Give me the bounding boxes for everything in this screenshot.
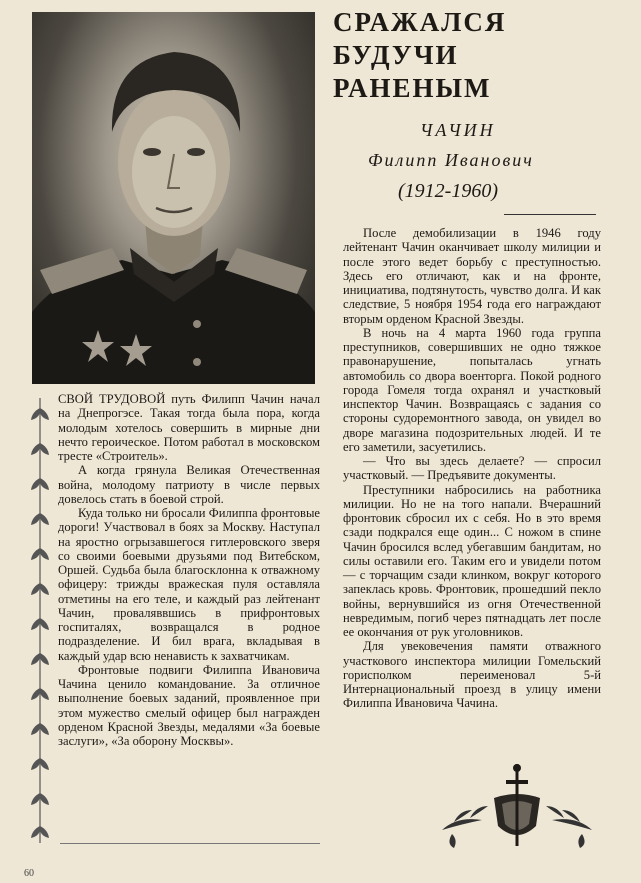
laurel-border-ornament xyxy=(30,398,50,843)
paragraph: — Что вы здесь делаете? — спросил участковый. — Предъявите документы. xyxy=(343,454,601,483)
footer-divider xyxy=(60,843,320,844)
hero-years: (1912-1960) xyxy=(398,180,498,202)
paragraph: В ночь на 4 марта 1960 года группа преступников, совершивших не одно тяжкое правонарушение, попыталась угнать автомобиль со двора военторга. Покой родного города Гомеля тогда охранял и участковый инспектор Чачин. Возвращаясь с задания со стороны судоремонтного завода, он увидел во дворе магазина подозрительных людей. И те его заметили, засуетились. xyxy=(343,325,601,454)
header-divider xyxy=(504,214,596,215)
hero-name: Филипп Иванович xyxy=(368,150,534,170)
title-line: СРАЖАЛСЯ xyxy=(333,7,507,37)
paragraph: А когда грянула Великая Отечественная война, молодому патриоту в числе первых довелось стать в боевой строй. xyxy=(58,463,320,506)
portrait-photo xyxy=(32,12,315,384)
paragraph: Преступники набросились на работника милиции. Но не на того напали. Вчерашний фронтовик сбросил их с себя. Но в это время сзади подкрался еще один... С ножом в спине Чачин бросился вслед убегавшим бандитам, но силы оставили его. Таким его и увидели потом — с торчащим сзади клинком, вокруг которого запеклась кровь. Фронтовик, прошедший пекло войны, вернувшийся из огня Отечественной невредимым, погиб через пятнадцать лет после ее окончания от рук уголовников. xyxy=(343,482,601,639)
portrait-illustration xyxy=(32,12,315,384)
right-text-column xyxy=(343,226,601,711)
page-number: 60 xyxy=(24,868,34,879)
paragraph: Для увековечения памяти отважного участкового инспектора милиции Гомельский горисполком переименовал 5-й Интернациональный проезд в улицу имени Филиппа Ивановича Чачина. xyxy=(343,639,601,711)
paragraph: Фронтовые подвиги Филиппа Ивановича Чачина ценило командование. За отличное выполнение боевых заданий, проявленное при этом мужество смелый офицер был награжден орденом Красной Звезды, медалями «За боевые заслуги», «За оборону Москвы». xyxy=(58,662,320,748)
paragraph: После демобилизации в 1946 году лейтенант Чачин оканчивает школу милиции и после этого ведет борьбу с преступностью. Здесь его отличают, как и на фронте, инициатива, подтянутость, чувство долга. И как следствие, 5 ноября 1954 года его награждают вторым орденом Красной Звезды. xyxy=(343,226,601,326)
title-line: БУДУЧИ xyxy=(333,40,459,70)
paragraph: СВОЙ ТРУДОВОЙ путь Филипп Чачин начал на Днепрогэсе. Такая тогда была пора, когда молодым хотелось совершить в мирные дни нечто героическое. Потом работал в московском тресте «Строитель». xyxy=(58,392,320,463)
article-title xyxy=(333,6,633,105)
left-text-column xyxy=(58,392,320,748)
paragraph: Куда только ни бросали Филиппа фронтовые дороги! Участвовал в боях за Москву. Наступал на яростно огрызавшегося гитлеровского зверя со своими боевыми друзьями под Витебском, Оршей. Судьба была благосклонна к отважному офицеру: трижды вражеская пуля оставляла отметины на его теле, и каждый раз лейтенант Чачин, проваляввшись в прифронтовых госпиталях, возвращался в родное подразделение. И бил врага, вкладывая в каждый удар всю ненависть к захватчикам. xyxy=(58,506,320,663)
shield-sword-emblem xyxy=(432,760,602,850)
title-line: РАНЕНЫМ xyxy=(333,73,492,103)
hero-surname: ЧАЧИН xyxy=(420,120,496,140)
